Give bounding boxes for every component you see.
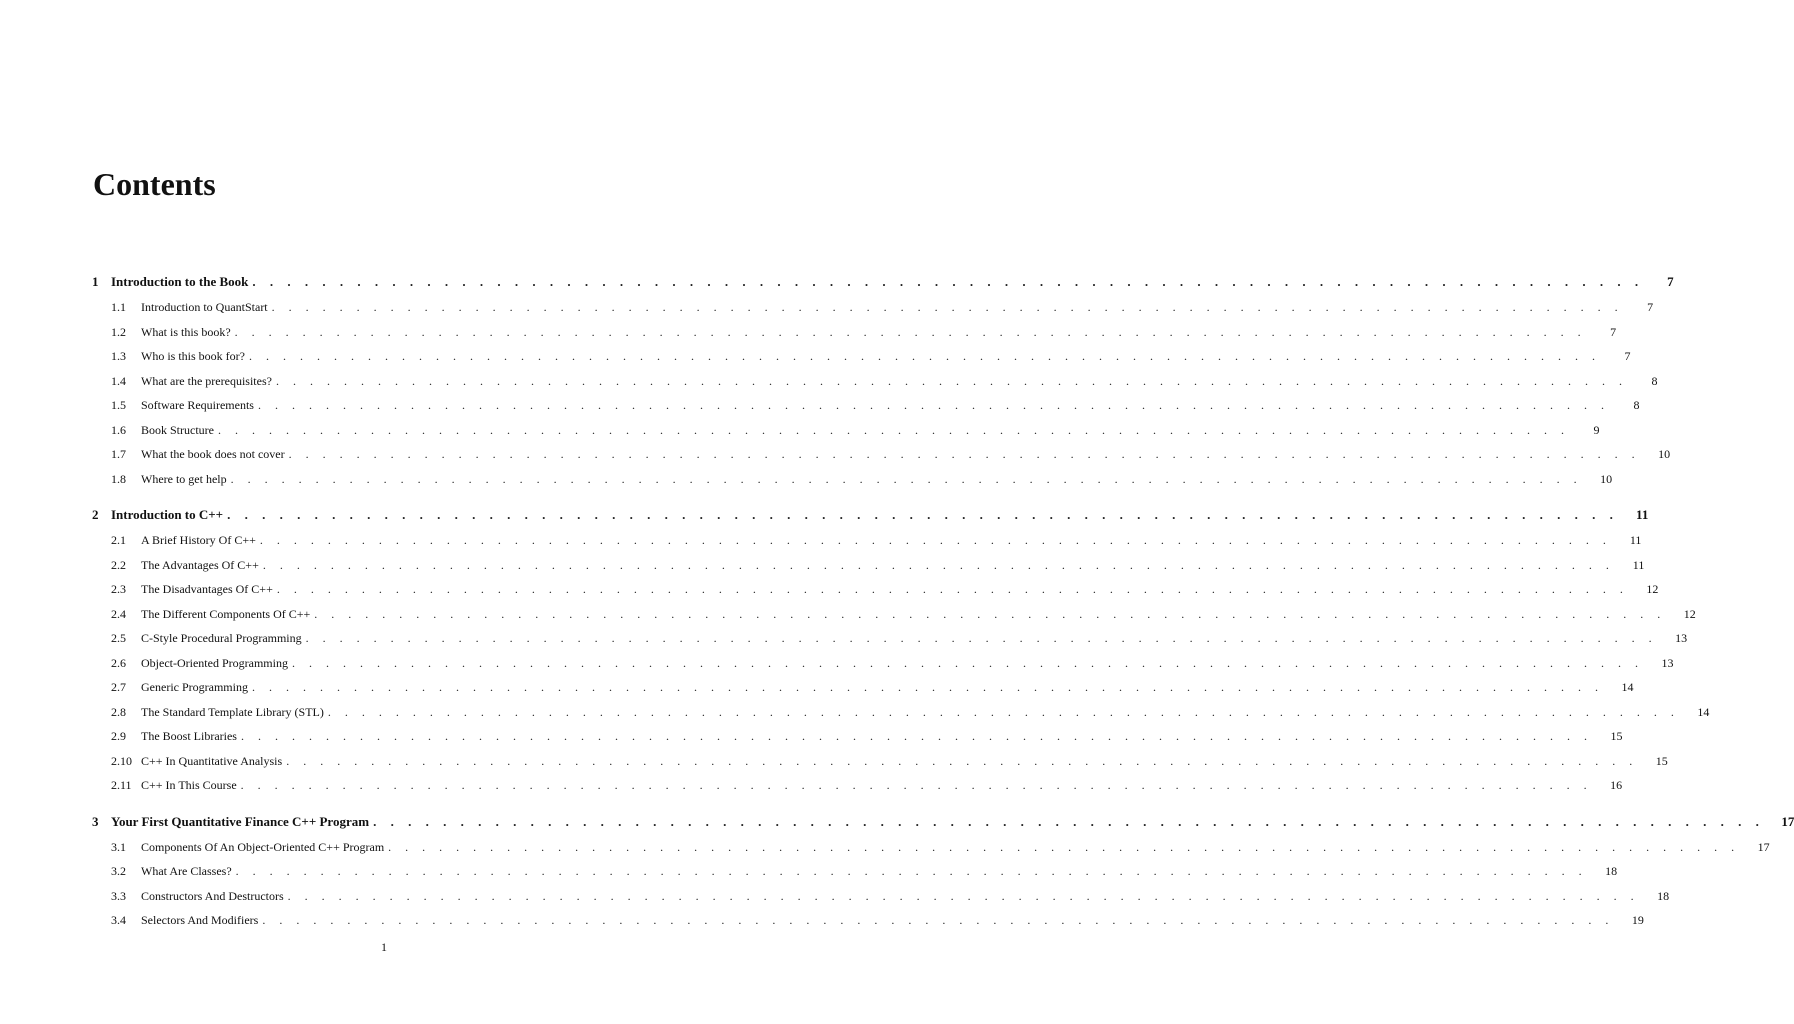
toc-section-entry[interactable] [92, 553, 1645, 578]
toc-number: 1.6 [111, 422, 126, 437]
toc-page-number: 7 [1624, 349, 1631, 363]
toc-number: 1 [92, 274, 99, 289]
toc-page-number: 10 [1658, 447, 1671, 461]
toc-page-number: 11 [1632, 557, 1645, 572]
leader-dots: . . . . . . . . . . . . . . . . . . . . . . . . . . . . . . . . . . . . . . . . . . . . . . . . . . . . . . . . . . . . . . . . . . . . . . . . . . . . . . . . [218, 422, 1570, 437]
toc-section-entry[interactable] [92, 393, 1640, 418]
leader-dots: . . . . . . . . . . . . . . . . . . . . . . . . . . . . . . . . . . . . . . . . . . . . . . . . . . . . . . . . . . . . . . . . . . . . . . . . . . . . . . . . [276, 582, 1629, 596]
toc-section-entry[interactable] [92, 749, 1668, 774]
toc-section-entry[interactable] [92, 467, 1613, 492]
leader-dots: . . . . . . . . . . . . . . . . . . . . . . . . . . . . . . . . . . . . . . . . . . . . . . . . . . . . . . . . . . . . . . . . . . . . . . . . . . . . . . . . [234, 324, 1587, 339]
toc-title: The Advantages Of C++ [141, 557, 259, 572]
toc-chapter-entry[interactable] [92, 268, 1674, 295]
toc-title: A Brief History Of C++ [141, 533, 256, 547]
toc-section-entry[interactable] [92, 859, 1618, 884]
toc-title: Components Of An Object-Oriented C++ Program [141, 839, 385, 854]
toc-number: 1.3 [111, 349, 126, 363]
toc-title: The Standard Template Library (STL) [141, 704, 324, 719]
toc-title: The Different Components Of C++ [141, 606, 311, 621]
chapter-gap [92, 798, 632, 808]
toc-section-entry[interactable] [92, 884, 1670, 909]
toc-page-number: 12 [1683, 606, 1696, 621]
toc-page-number: 8 [1633, 398, 1640, 412]
page-number: 1 [381, 940, 387, 954]
toc-number: 1.8 [111, 471, 126, 486]
leader-dots: . . . . . . . . . . . . . . . . . . . . . . . . . . . . . . . . . . . . . . . . . . . . . . . . . . . . . . . . . . . . . . . . . . . . . . . . . . . . . . . . [275, 373, 1628, 388]
toc-section-entry[interactable] [92, 577, 1659, 602]
toc-title: Software Requirements [141, 398, 254, 412]
leader-dots: . . . . . . . . . . . . . . . . . . . . . . . . . . . . . . . . . . . . . . . . . . . . . . . . . . . . . . . . . . . . . . . . . . . . . . . . . . . . . . . . [240, 729, 1593, 743]
toc-section-entry[interactable] [92, 908, 1644, 933]
toc-number: 1.2 [111, 324, 126, 339]
toc-section-entry[interactable] [92, 528, 1642, 553]
toc-page-number: 11 [1629, 533, 1642, 547]
toc-number: 2.8 [111, 704, 126, 719]
toc-page-number: 18 [1657, 888, 1670, 903]
toc-title: C-Style Procedural Programming [141, 631, 302, 645]
leader-dots: . . . . . . . . . . . . . . . . . . . . . . . . . . . . . . . . . . . . . . . . . . . . . . . . . . . . . . . . . . . . . . . . . . . . . . . . . . . . . . . . [388, 839, 1740, 854]
toc-page-number: 11 [1636, 507, 1649, 522]
toc-title: Introduction to the Book [111, 274, 249, 289]
toc-title: Object-Oriented Programming [141, 655, 288, 670]
toc-page-number: 15 [1655, 753, 1668, 768]
toc-page-number: 7 [1610, 324, 1617, 339]
toc-number: 2.7 [111, 680, 126, 694]
toc-page-number: 17 [1757, 839, 1770, 854]
leader-dots: . . . . . . . . . . . . . . . . . . . . . . . . . . . . . . . . . . . . . . . . . . . . . . . . . . . . . . . . . . . . . . . . . . . . . . . . . . . . . . . . [249, 349, 1601, 363]
toc-number: 2 [92, 507, 99, 522]
leader-dots: . . . . . . . . . . . . . . . . . . . . . . . . . . . . . . . . . . . . . . . . . . . . . . . . . . . . . . . . . . . . . . . . . . . . . . . . . . . . . . . . [257, 398, 1610, 412]
toc-section-entry[interactable] [92, 724, 1623, 749]
leader-dots: . . . . . . . . . . . . . . . . . . . . . . . . . . . . . . . . . . . . . . . . . . . . . . . . . . . . . . . . . . . . . . . . . . . . . . . . . . . . . . . . [373, 813, 1765, 829]
toc-page-number: 10 [1600, 471, 1613, 486]
toc-number: 2.9 [111, 729, 126, 743]
toc-page-number: 15 [1610, 729, 1623, 743]
toc-page-number: 9 [1593, 422, 1600, 437]
leader-dots: . . . . . . . . . . . . . . . . . . . . . . . . . . . . . . . . . . . . . . . . . . . . . . . . . . . . . . . . . . . . . . . . . . . . . . . . . . . . . . . . [287, 888, 1640, 903]
toc-section-entry[interactable] [92, 675, 1634, 700]
leader-dots: . . . . . . . . . . . . . . . . . . . . . . . . . . . . . . . . . . . . . . . . . . . . . . . . . . . . . . . . . . . . . . . . . . . . . . . . . . . . . . . . [314, 606, 1666, 621]
toc-section-entry[interactable] [92, 626, 1688, 651]
toc-number: 2.6 [111, 655, 126, 670]
toc-page-number: 14 [1697, 704, 1710, 719]
toc-number: 1.1 [111, 300, 126, 314]
leader-dots: . . . . . . . . . . . . . . . . . . . . . . . . . . . . . . . . . . . . . . . . . . . . . . . . . . . . . . . . . . . . . . . . . . . . . . . . . . . . . . . . [240, 778, 1593, 792]
toc-number: 3.3 [111, 888, 126, 903]
leader-dots: . . . . . . . . . . . . . . . . . . . . . . . . . . . . . . . . . . . . . . . . . . . . . . . . . . . . . . . . . . . . . . . . . . . . . . . . . . . . . . . . [327, 704, 1680, 719]
toc-number: 1.7 [111, 447, 126, 461]
leader-dots: . . . . . . . . . . . . . . . . . . . . . . . . . . . . . . . . . . . . . . . . . . . . . . . . . . . . . . . . . . . . . . . . . . . . . . . . . . . . . . . . [291, 655, 1644, 670]
table-of-contents [92, 268, 1794, 933]
chapter-gap [92, 491, 632, 501]
toc-section-entry[interactable] [92, 369, 1658, 394]
leader-dots: . . . . . . . . . . . . . . . . . . . . . . . . . . . . . . . . . . . . . . . . . . . . . . . . . . . . . . . . . . . . . . . . . . . . . . . . . . . . . . . . [286, 753, 1638, 768]
leader-dots: . . . . . . . . . . . . . . . . . . . . . . . . . . . . . . . . . . . . . . . . . . . . . . . . . . . . . . . . . . . . . . . . . . . . . . . . . . . . . . . . [252, 274, 1644, 289]
toc-title: Introduction to C++ [111, 507, 224, 522]
toc-number: 3.4 [111, 913, 126, 927]
toc-page-number: 7 [1647, 300, 1654, 314]
toc-number: 2.11 [111, 778, 132, 792]
toc-number: 3.2 [111, 864, 126, 878]
toc-title: Book Structure [141, 422, 214, 437]
toc-title: Your First Quantitative Finance C++ Program [111, 813, 370, 829]
toc-section-entry[interactable] [92, 700, 1710, 725]
toc-section-entry[interactable] [92, 442, 1671, 467]
toc-title: Where to get help [141, 471, 227, 486]
toc-number: 1.5 [111, 398, 126, 412]
toc-chapter-entry[interactable] [92, 501, 1649, 528]
toc-chapter-entry[interactable] [92, 808, 1794, 835]
leader-dots: . . . . . . . . . . . . . . . . . . . . . . . . . . . . . . . . . . . . . . . . . . . . . . . . . . . . . . . . . . . . . . . . . . . . . . . . . . . . . . . . [230, 471, 1583, 486]
toc-number: 2.10 [111, 753, 132, 768]
leader-dots: . . . . . . . . . . . . . . . . . . . . . . . . . . . . . . . . . . . . . . . . . . . . . . . . . . . . . . . . . . . . . . . . . . . . . . . . . . . . . . . . [262, 913, 1614, 927]
toc-number: 2.4 [111, 606, 126, 621]
toc-title: The Boost Libraries [141, 729, 237, 743]
toc-number: 2.3 [111, 582, 126, 596]
toc-page-number: 7 [1667, 274, 1674, 289]
toc-section-entry[interactable] [92, 418, 1600, 443]
toc-number: 2.1 [111, 533, 126, 547]
leader-dots: . . . . . . . . . . . . . . . . . . . . . . . . . . . . . . . . . . . . . . . . . . . . . . . . . . . . . . . . . . . . . . . . . . . . . . . . . . . . . . . . [251, 680, 1604, 694]
toc-section-entry[interactable] [92, 344, 1631, 369]
toc-title: C++ In This Course [141, 778, 237, 792]
toc-title: The Disadvantages Of C++ [141, 582, 273, 596]
toc-title: What are the prerequisites? [141, 373, 272, 388]
leader-dots: . . . . . . . . . . . . . . . . . . . . . . . . . . . . . . . . . . . . . . . . . . . . . . . . . . . . . . . . . . . . . . . . . . . . . . . . . . . . . . . . [235, 864, 1588, 878]
toc-section-entry[interactable] [92, 602, 1696, 627]
toc-title: What is this book? [141, 324, 231, 339]
toc-title: Introduction to QuantStart [141, 300, 268, 314]
leader-dots: . . . . . . . . . . . . . . . . . . . . . . . . . . . . . . . . . . . . . . . . . . . . . . . . . . . . . . . . . . . . . . . . . . . . . . . . . . . . . . . . [262, 557, 1615, 572]
toc-title: Selectors And Modifiers [141, 913, 259, 927]
toc-title: C++ In Quantitative Analysis [141, 753, 283, 768]
toc-section-entry[interactable] [92, 651, 1674, 676]
toc-number: 2.5 [111, 631, 126, 645]
toc-page-number: 19 [1631, 913, 1644, 927]
toc-page-number: 13 [1675, 631, 1688, 645]
toc-page-number: 8 [1651, 373, 1658, 388]
toc-section-entry[interactable] [92, 320, 1617, 345]
toc-title: Constructors And Destructors [141, 888, 284, 903]
toc-page-number: 12 [1646, 582, 1659, 596]
leader-dots: . . . . . . . . . . . . . . . . . . . . . . . . . . . . . . . . . . . . . . . . . . . . . . . . . . . . . . . . . . . . . . . . . . . . . . . . . . . . . . . . [259, 533, 1612, 547]
toc-page-number: 16 [1610, 778, 1623, 792]
toc-title: What Are Classes? [141, 864, 232, 878]
toc-title: Who is this book for? [141, 349, 245, 363]
toc-page-number: 18 [1605, 864, 1618, 878]
toc-page-number: 17 [1781, 813, 1794, 829]
toc-section-entry[interactable] [92, 295, 1654, 320]
toc-number: 3.1 [111, 839, 126, 854]
leader-dots: . . . . . . . . . . . . . . . . . . . . . . . . . . . . . . . . . . . . . . . . . . . . . . . . . . . . . . . . . . . . . . . . . . . . . . . . . . . . . . . . [288, 447, 1641, 461]
toc-page-number: 14 [1621, 680, 1634, 694]
toc-number: 1.4 [111, 373, 126, 388]
toc-number: 3 [92, 813, 99, 829]
leader-dots: . . . . . . . . . . . . . . . . . . . . . . . . . . . . . . . . . . . . . . . . . . . . . . . . . . . . . . . . . . . . . . . . . . . . . . . . . . . . . . . . [305, 631, 1658, 645]
leader-dots: . . . . . . . . . . . . . . . . . . . . . . . . . . . . . . . . . . . . . . . . . . . . . . . . . . . . . . . . . . . . . . . . . . . . . . . . . . . . . . . . [271, 300, 1624, 314]
toc-number: 2.2 [111, 557, 126, 572]
toc-section-entry[interactable] [92, 835, 1770, 860]
page-title: Contents [93, 166, 216, 202]
toc-title: What the book does not cover [141, 447, 285, 461]
toc-section-entry[interactable] [92, 773, 1623, 798]
leader-dots: . . . . . . . . . . . . . . . . . . . . . . . . . . . . . . . . . . . . . . . . . . . . . . . . . . . . . . . . . . . . . . . . . . . . . . . . . . . . . . . . [227, 507, 1619, 522]
toc-page-number: 13 [1661, 655, 1674, 670]
toc-title: Generic Programming [141, 680, 248, 694]
